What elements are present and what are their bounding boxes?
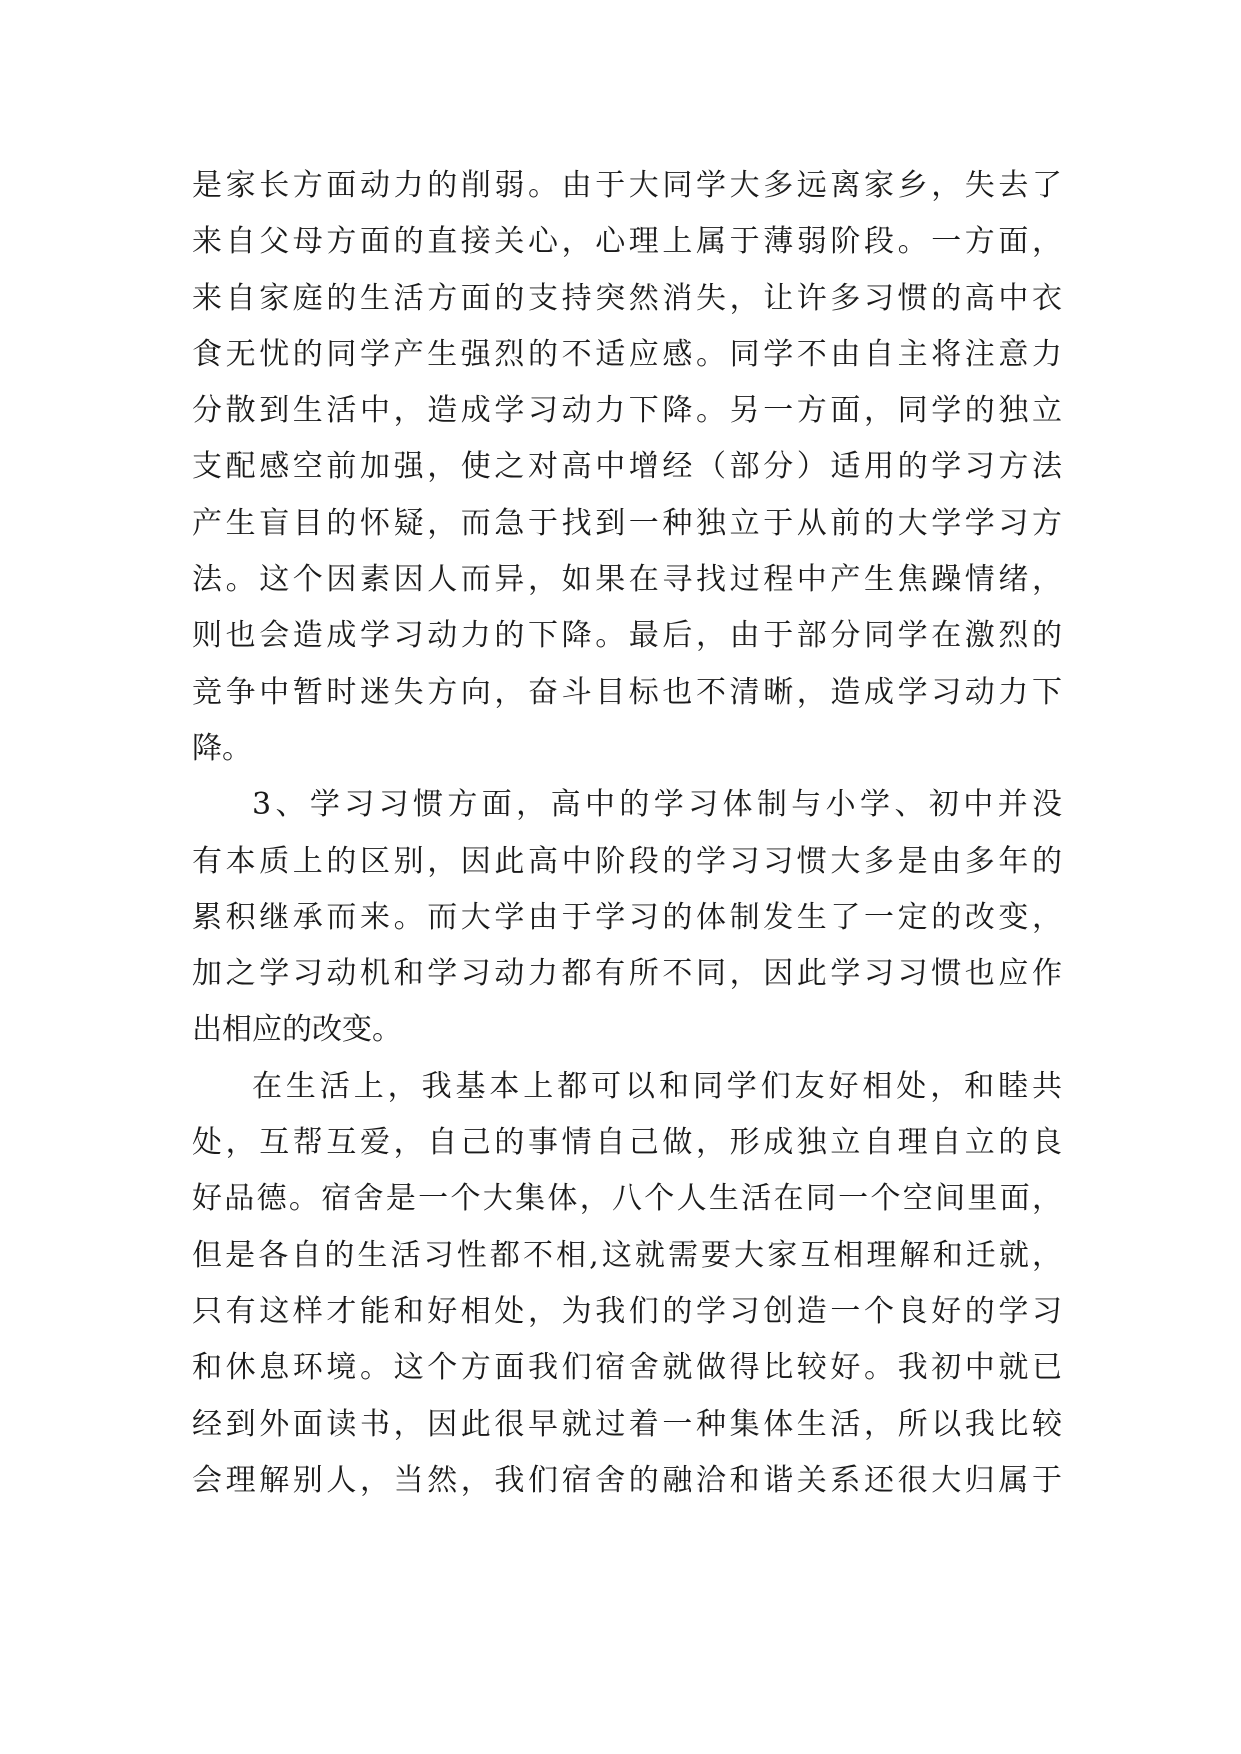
- text-line: 法。这个因素因人而异，如果在寻找过程中产生焦躁情绪，: [192, 562, 1062, 598]
- text-line: 来自家庭的生活方面的支持突然消失，让许多习惯的高中衣: [192, 280, 1062, 316]
- text-line: 降。: [192, 730, 252, 766]
- text-line: 则也会造成学习动力的下降。最后，由于部分同学在激烈的: [192, 618, 1062, 654]
- text-line: 累积继承而来。而大学由于学习的体制发生了一定的改变，: [192, 899, 1062, 935]
- text-line: 但是各自的生活习性都不相,这就需要大家互相理解和迁就，: [192, 1237, 1062, 1273]
- text-line: 支配感空前加强，使之对高中增经（部分）适用的学习方法: [192, 449, 1062, 485]
- text-line: 在生活上，我基本上都可以和同学们友好相处，和睦共: [252, 1068, 1062, 1104]
- text-line: 和休息环境。这个方面我们宿舍就做得比较好。我初中就已: [192, 1350, 1062, 1386]
- text-line: 产生盲目的怀疑，而急于找到一种独立于从前的大学学习方: [192, 505, 1062, 541]
- paragraph-motivation: [192, 158, 1062, 777]
- text-line: 食无忧的同学产生强烈的不适应感。同学不由自主将注意力: [192, 336, 1062, 372]
- text-line: 有本质上的区别，因此高中阶段的学习习惯大多是由多年的: [192, 843, 1062, 879]
- text-line: 3、学习习惯方面，高中的学习体制与小学、初中并没: [252, 787, 1062, 823]
- body-text: [192, 158, 1062, 1509]
- text-line: 来自父母方面的直接关心，心理上属于薄弱阶段。一方面，: [192, 224, 1062, 260]
- text-line: 好品德。宿舍是一个大集体，八个人生活在同一个空间里面，: [192, 1181, 1062, 1217]
- text-line: 经到外面读书，因此很早就过着一种集体生活，所以我比较: [192, 1406, 1062, 1442]
- paragraph-daily-life: [192, 1059, 1062, 1509]
- text-line: 只有这样才能和好相处，为我们的学习创造一个良好的学习: [192, 1293, 1062, 1329]
- text-line: 分散到生活中，造成学习动力下降。另一方面，同学的独立: [192, 393, 1062, 429]
- text-line: 加之学习动机和学习动力都有所不同，因此学习习惯也应作: [192, 956, 1062, 992]
- text-line: 出相应的改变。: [192, 1012, 402, 1048]
- text-line: 竞争中暂时迷失方向，奋斗目标也不清晰，造成学习动力下: [192, 674, 1062, 710]
- text-line: 处，互帮互爱，自己的事情自己做，形成独立自理自立的良: [192, 1125, 1062, 1161]
- text-line: 会理解别人，当然，我们宿舍的融洽和谐关系还很大归属于: [192, 1462, 1062, 1498]
- text-line: 是家长方面动力的削弱。由于大同学大多远离家乡，失去了: [192, 168, 1062, 203]
- paragraph-study-habits: [192, 777, 1062, 1058]
